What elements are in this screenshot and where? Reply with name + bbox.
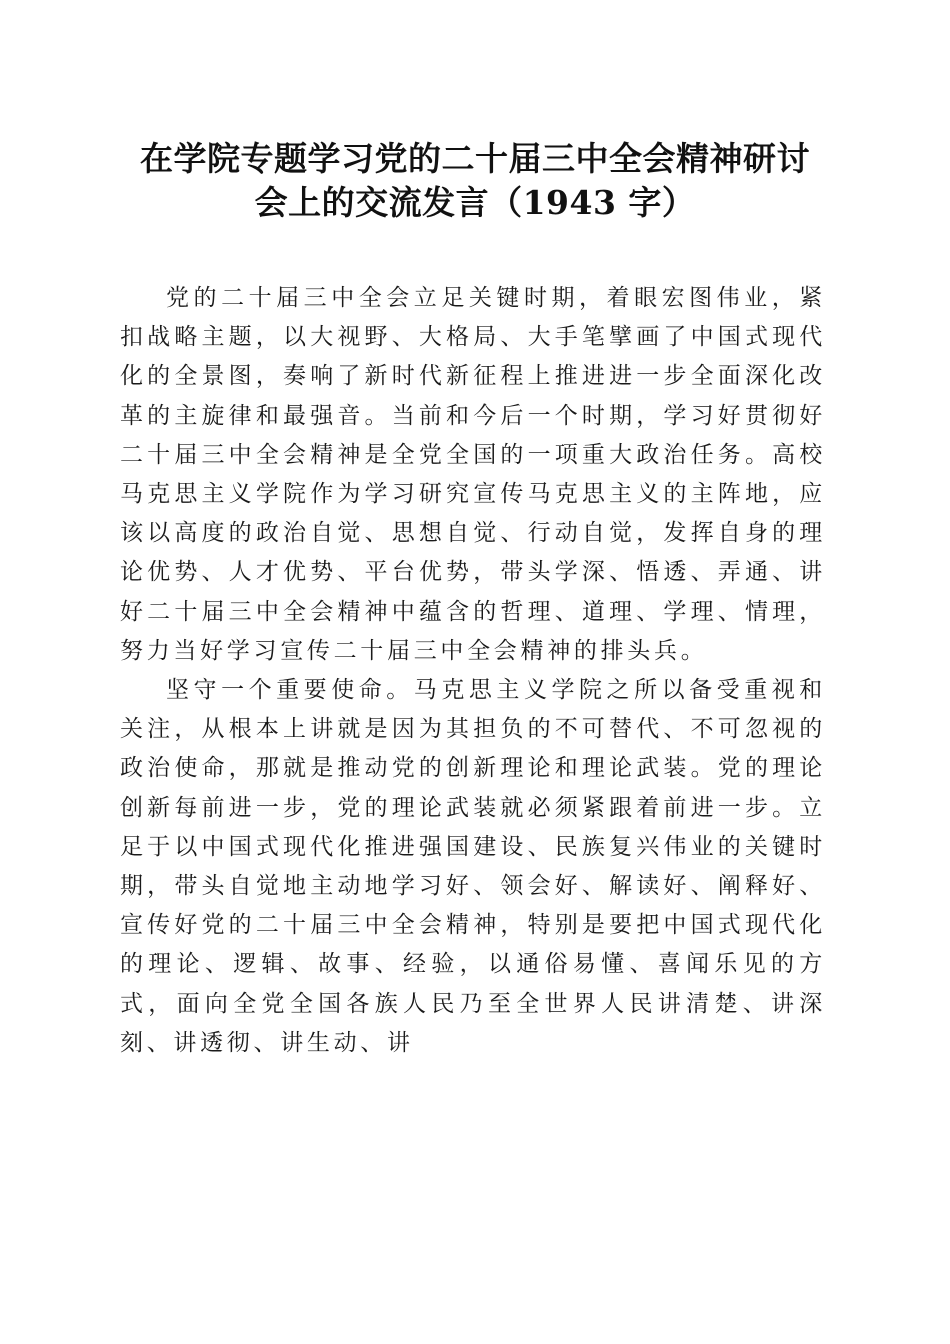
title-line-2: 会上的交流发言（1943 字）	[254, 183, 696, 222]
paragraph-mission: 坚守一个重要使命。马克思主义学院之所以备受重视和关注，从根本上讲就是因为其担负的不可替代、不可忽视的政治使命，那就是推动党的创新理论和理论武装。党的理论创新每前进一步，党的理论武装就必须紧跟着前进一步。立足于以中国式现代化推进强国建设、民族复兴伟业的关键时期，带头自觉地主动地学习好、领会好、解读好、阐释好、宣传好党的二十届三中全会精神，特别是要把中国式现代化的理论、逻辑、故事、经验，以通俗易懂、喜闻乐见的方式，面向全党全国各族人民乃至全世界人民讲清楚、讲深刻、讲透彻、讲生动、讲	[120, 677, 826, 1056]
document-body	[120, 279, 826, 1063]
title-line-1: 在学院专题学习党的二十届三中全会精神研讨	[140, 139, 810, 178]
paragraph-intro: 党的二十届三中全会立足关键时期，着眼宏图伟业，紧扣战略主题，以大视野、大格局、大手笔擘画了中国式现代化的全景图，奏响了新时代新征程上推进进一步全面深化改革的主旋律和最强音。当前和今后一个时期，学习好贯彻好二十届三中全会精神是全党全国的一项重大政治任务。高校马克思主义学院作为学习研究宣传马克思主义的主阵地，应该以高度的政治自觉、思想自觉、行动自觉，发挥自身的理论优势、人才优势、平台优势，带头学深、悟透、弄通、讲好二十届三中全会精神中蕴含的哲理、道理、学理、情理，努力当好学习宣传二十届三中全会精神的排头兵。	[120, 285, 826, 664]
document-title	[100, 137, 850, 225]
